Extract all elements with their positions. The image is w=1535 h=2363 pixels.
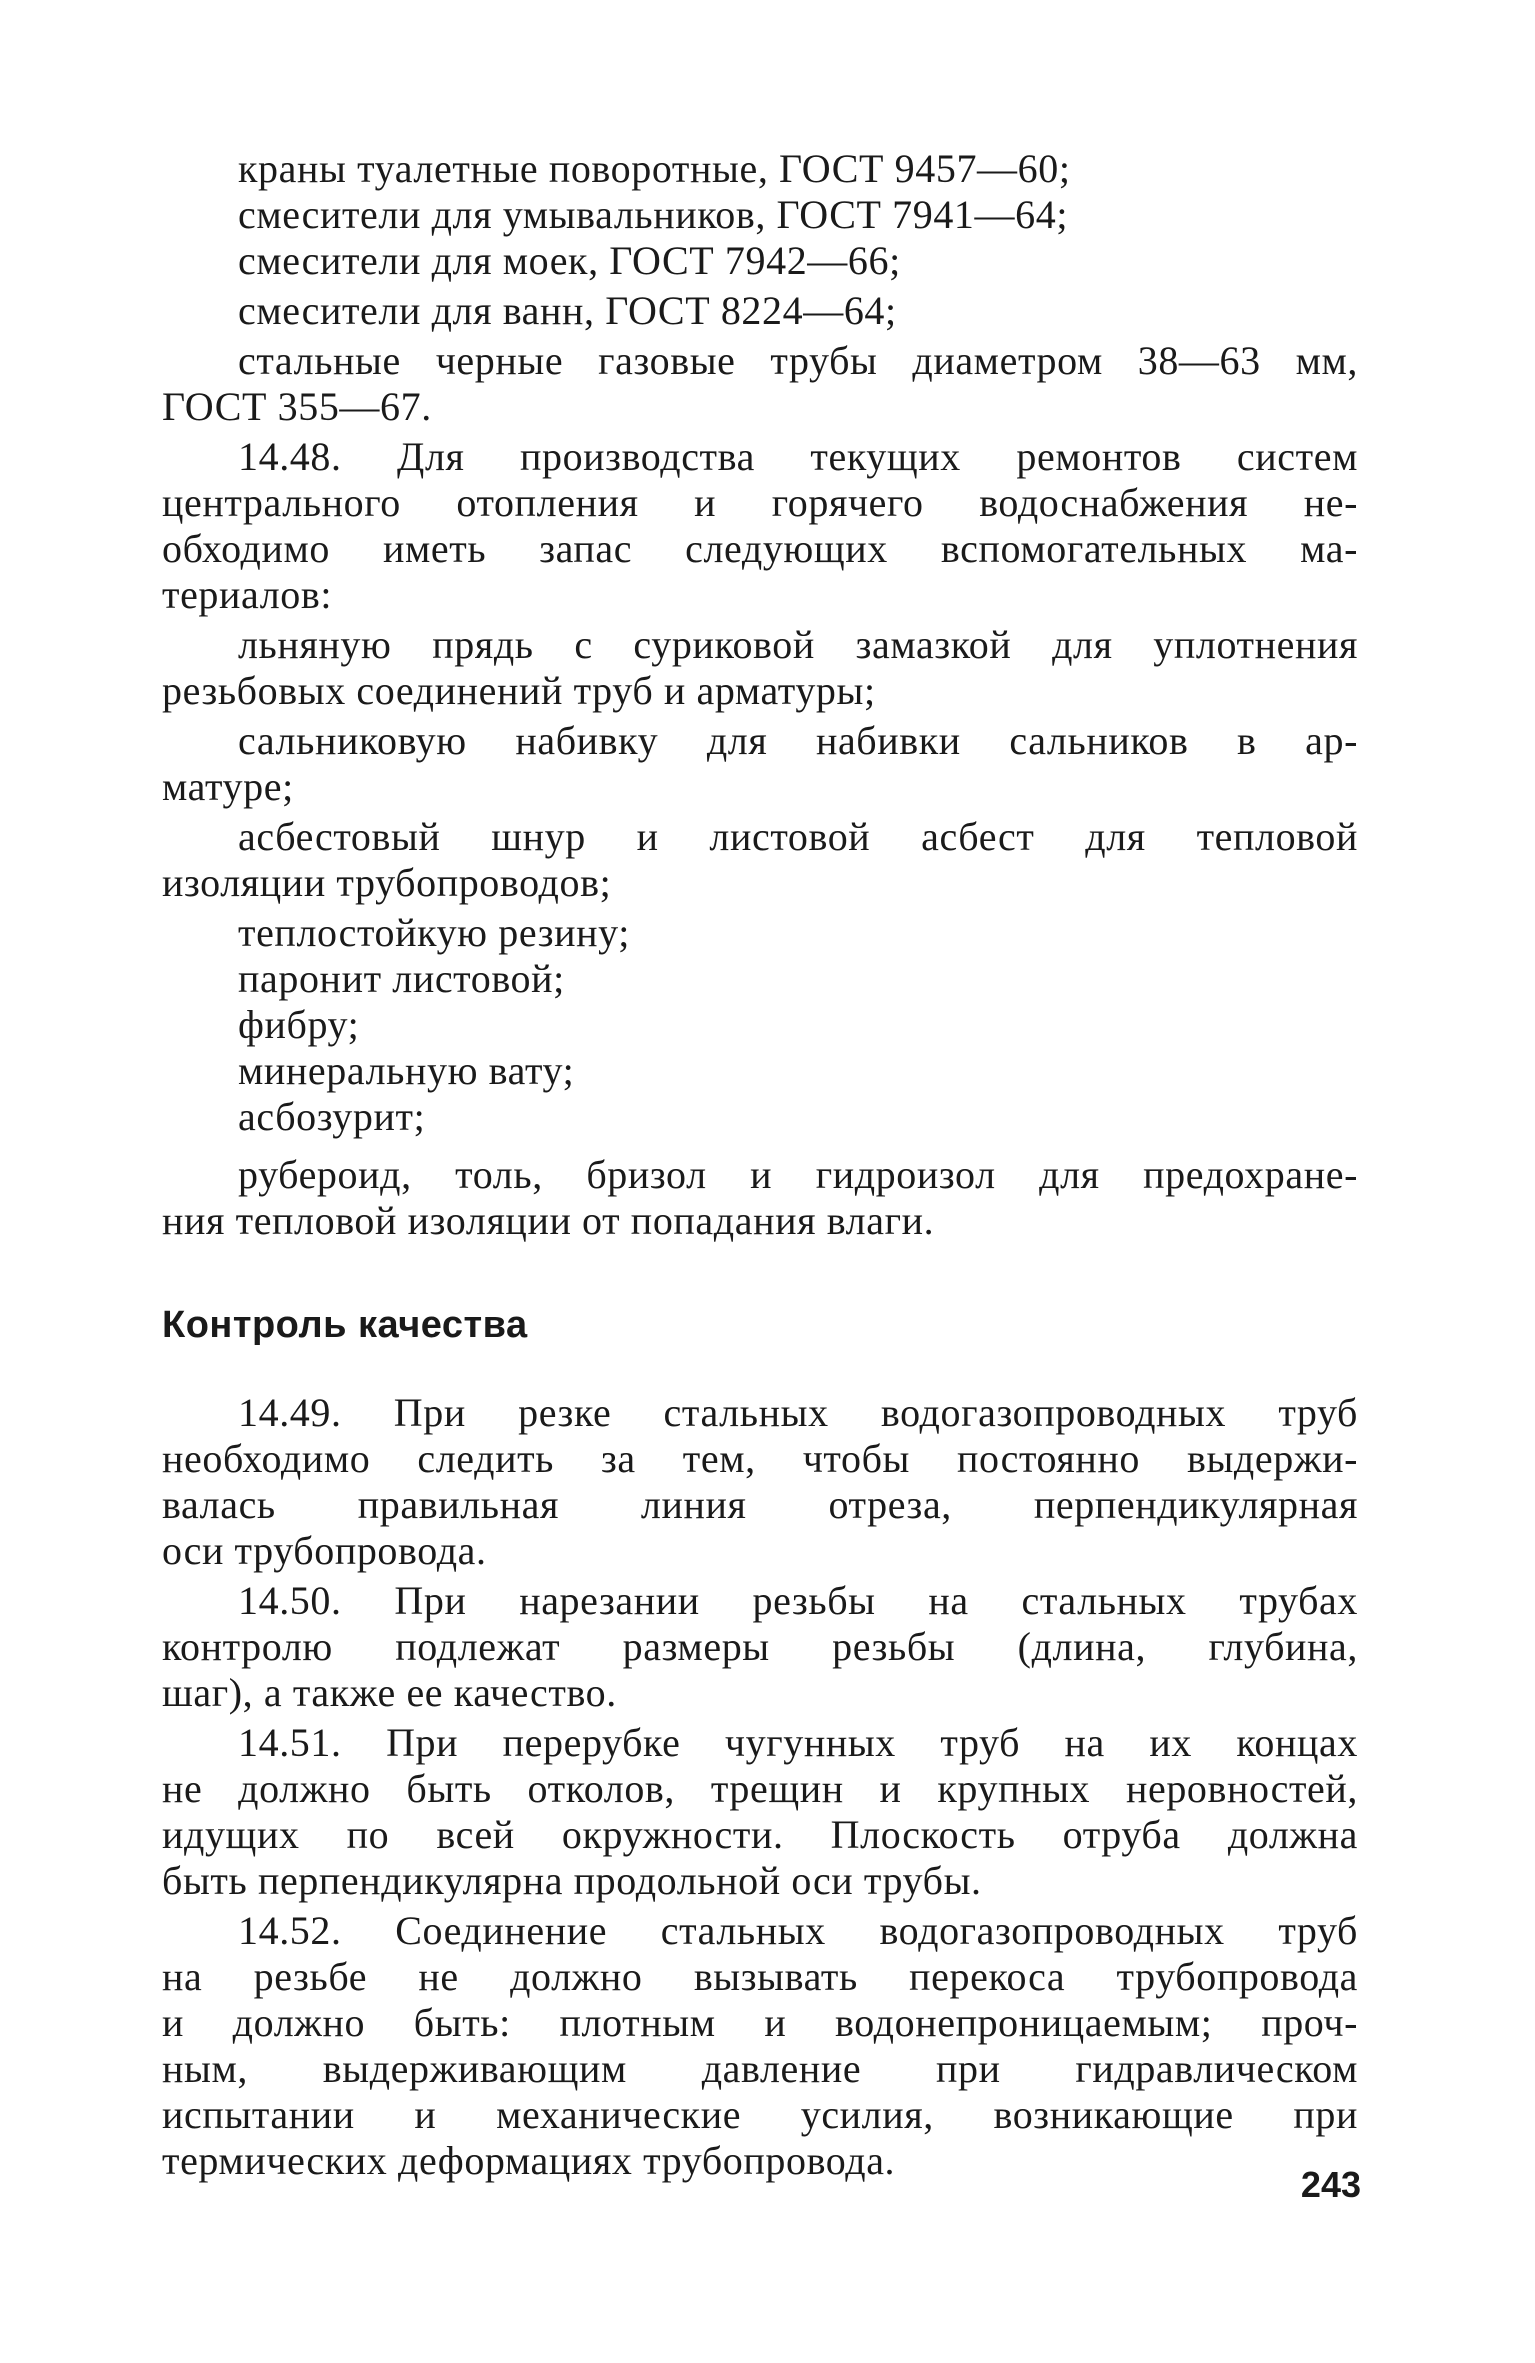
paragraph-14-51-line: не должно быть отколов, трещин и крупных неровностей, (162, 1766, 1358, 1811)
paragraph-14-49-line: оси трубопровода. (162, 1528, 487, 1573)
list-item-gland-packing: сальниковую набивку для набивки сальников в ар- (238, 718, 1358, 763)
paragraph-14-52-line: ным, выдерживающим давление при гидравлическом (162, 2046, 1358, 2091)
paragraph-14-51: 14.51. При перерубке чугунных труб на их концах (238, 1720, 1358, 1765)
paragraph-14-52: 14.52. Соединение стальных водогазопроводных труб (238, 1908, 1358, 1953)
list-item-sink-mixers: смесители для моек, ГОСТ 7942—66; (238, 238, 901, 283)
list-item-paronite: паронит листовой; (238, 956, 565, 1001)
paragraph-14-49: 14.49. При резке стальных водогазопроводных труб (238, 1390, 1358, 1435)
section-heading: Контроль качества (162, 1304, 528, 1346)
page-text (162, 146, 1358, 2184)
paragraph-14-48: 14.48. Для производства текущих ремонтов систем (238, 434, 1358, 479)
paragraph-14-52-line: на резьбе не должно вызывать перекоса трубопровода (162, 1954, 1358, 1999)
list-item-asbozurite: асбозурит; (238, 1094, 426, 1139)
list-item-gas-pipes-cont: ГОСТ 355—67. (162, 384, 432, 429)
list-item-rubber: теплостойкую резину; (238, 910, 630, 955)
paragraph-14-48-line: центрального отопления и горячего водоснабжения не- (162, 480, 1358, 525)
list-item-flax-strand-cont: резьбовых соединений труб и арматуры; (162, 668, 876, 713)
list-item-gas-pipes: стальные черные газовые трубы диаметром 38—63 мм, (238, 338, 1358, 383)
paragraph-14-48-line: териалов: (162, 572, 333, 617)
paragraph-14-49-line: валась правильная линия отреза, перпендикулярная (162, 1482, 1358, 1527)
paragraph-14-48-line: обходимо иметь запас следующих вспомогательных ма- (162, 526, 1358, 571)
list-item-bath-mixers: смесители для ванн, ГОСТ 8224—64; (238, 288, 897, 333)
list-item-asbestos-cord-cont: изоляции трубопроводов; (162, 860, 612, 905)
list-item-roofing: рубероид, толь, бризол и гидроизол для предохране- (238, 1152, 1358, 1197)
list-item-asbestos-cord: асбестовый шнур и листовой асбест для тепловой (238, 814, 1358, 859)
list-item-washbasin-mixers: смесители для умывальников, ГОСТ 7941—64; (238, 192, 1069, 237)
paragraph-14-52-line: термических деформациях трубопровода. (162, 2138, 896, 2183)
list-item-mineral-wool: минеральную вату; (238, 1048, 575, 1093)
paragraph-14-50-line: контролю подлежат размеры резьбы (длина, глубина, (162, 1624, 1358, 1669)
paragraph-14-50: 14.50. При нарезании резьбы на стальных трубах (238, 1578, 1358, 1623)
paragraph-14-50-line: шаг), а также ее качество. (162, 1670, 617, 1715)
list-item-flax-strand: льняную прядь с суриковой замазкой для уплотнения (238, 622, 1358, 667)
list-item-gland-packing-cont: матуре; (162, 764, 294, 809)
page-number: 243 (1300, 2164, 1361, 2205)
paragraph-14-49-line: необходимо следить за тем, чтобы постоянно выдержи- (162, 1436, 1358, 1481)
list-item-fibre: фибру; (238, 1002, 360, 1047)
paragraph-14-51-line: идущих по всей окружности. Плоскость отруба должна (162, 1812, 1358, 1857)
paragraph-14-52-line: и должно быть: плотным и водонепроницаемым; проч- (162, 2000, 1358, 2045)
paragraph-14-52-line: испытании и механические усилия, возникающие при (162, 2092, 1358, 2137)
list-item-toilet-taps: краны туалетные поворотные, ГОСТ 9457—60; (238, 146, 1071, 191)
paragraph-14-51-line: быть перпендикулярна продольной оси трубы. (162, 1858, 982, 1903)
list-item-roofing-cont: ния тепловой изоляции от попадания влаги. (162, 1198, 935, 1243)
